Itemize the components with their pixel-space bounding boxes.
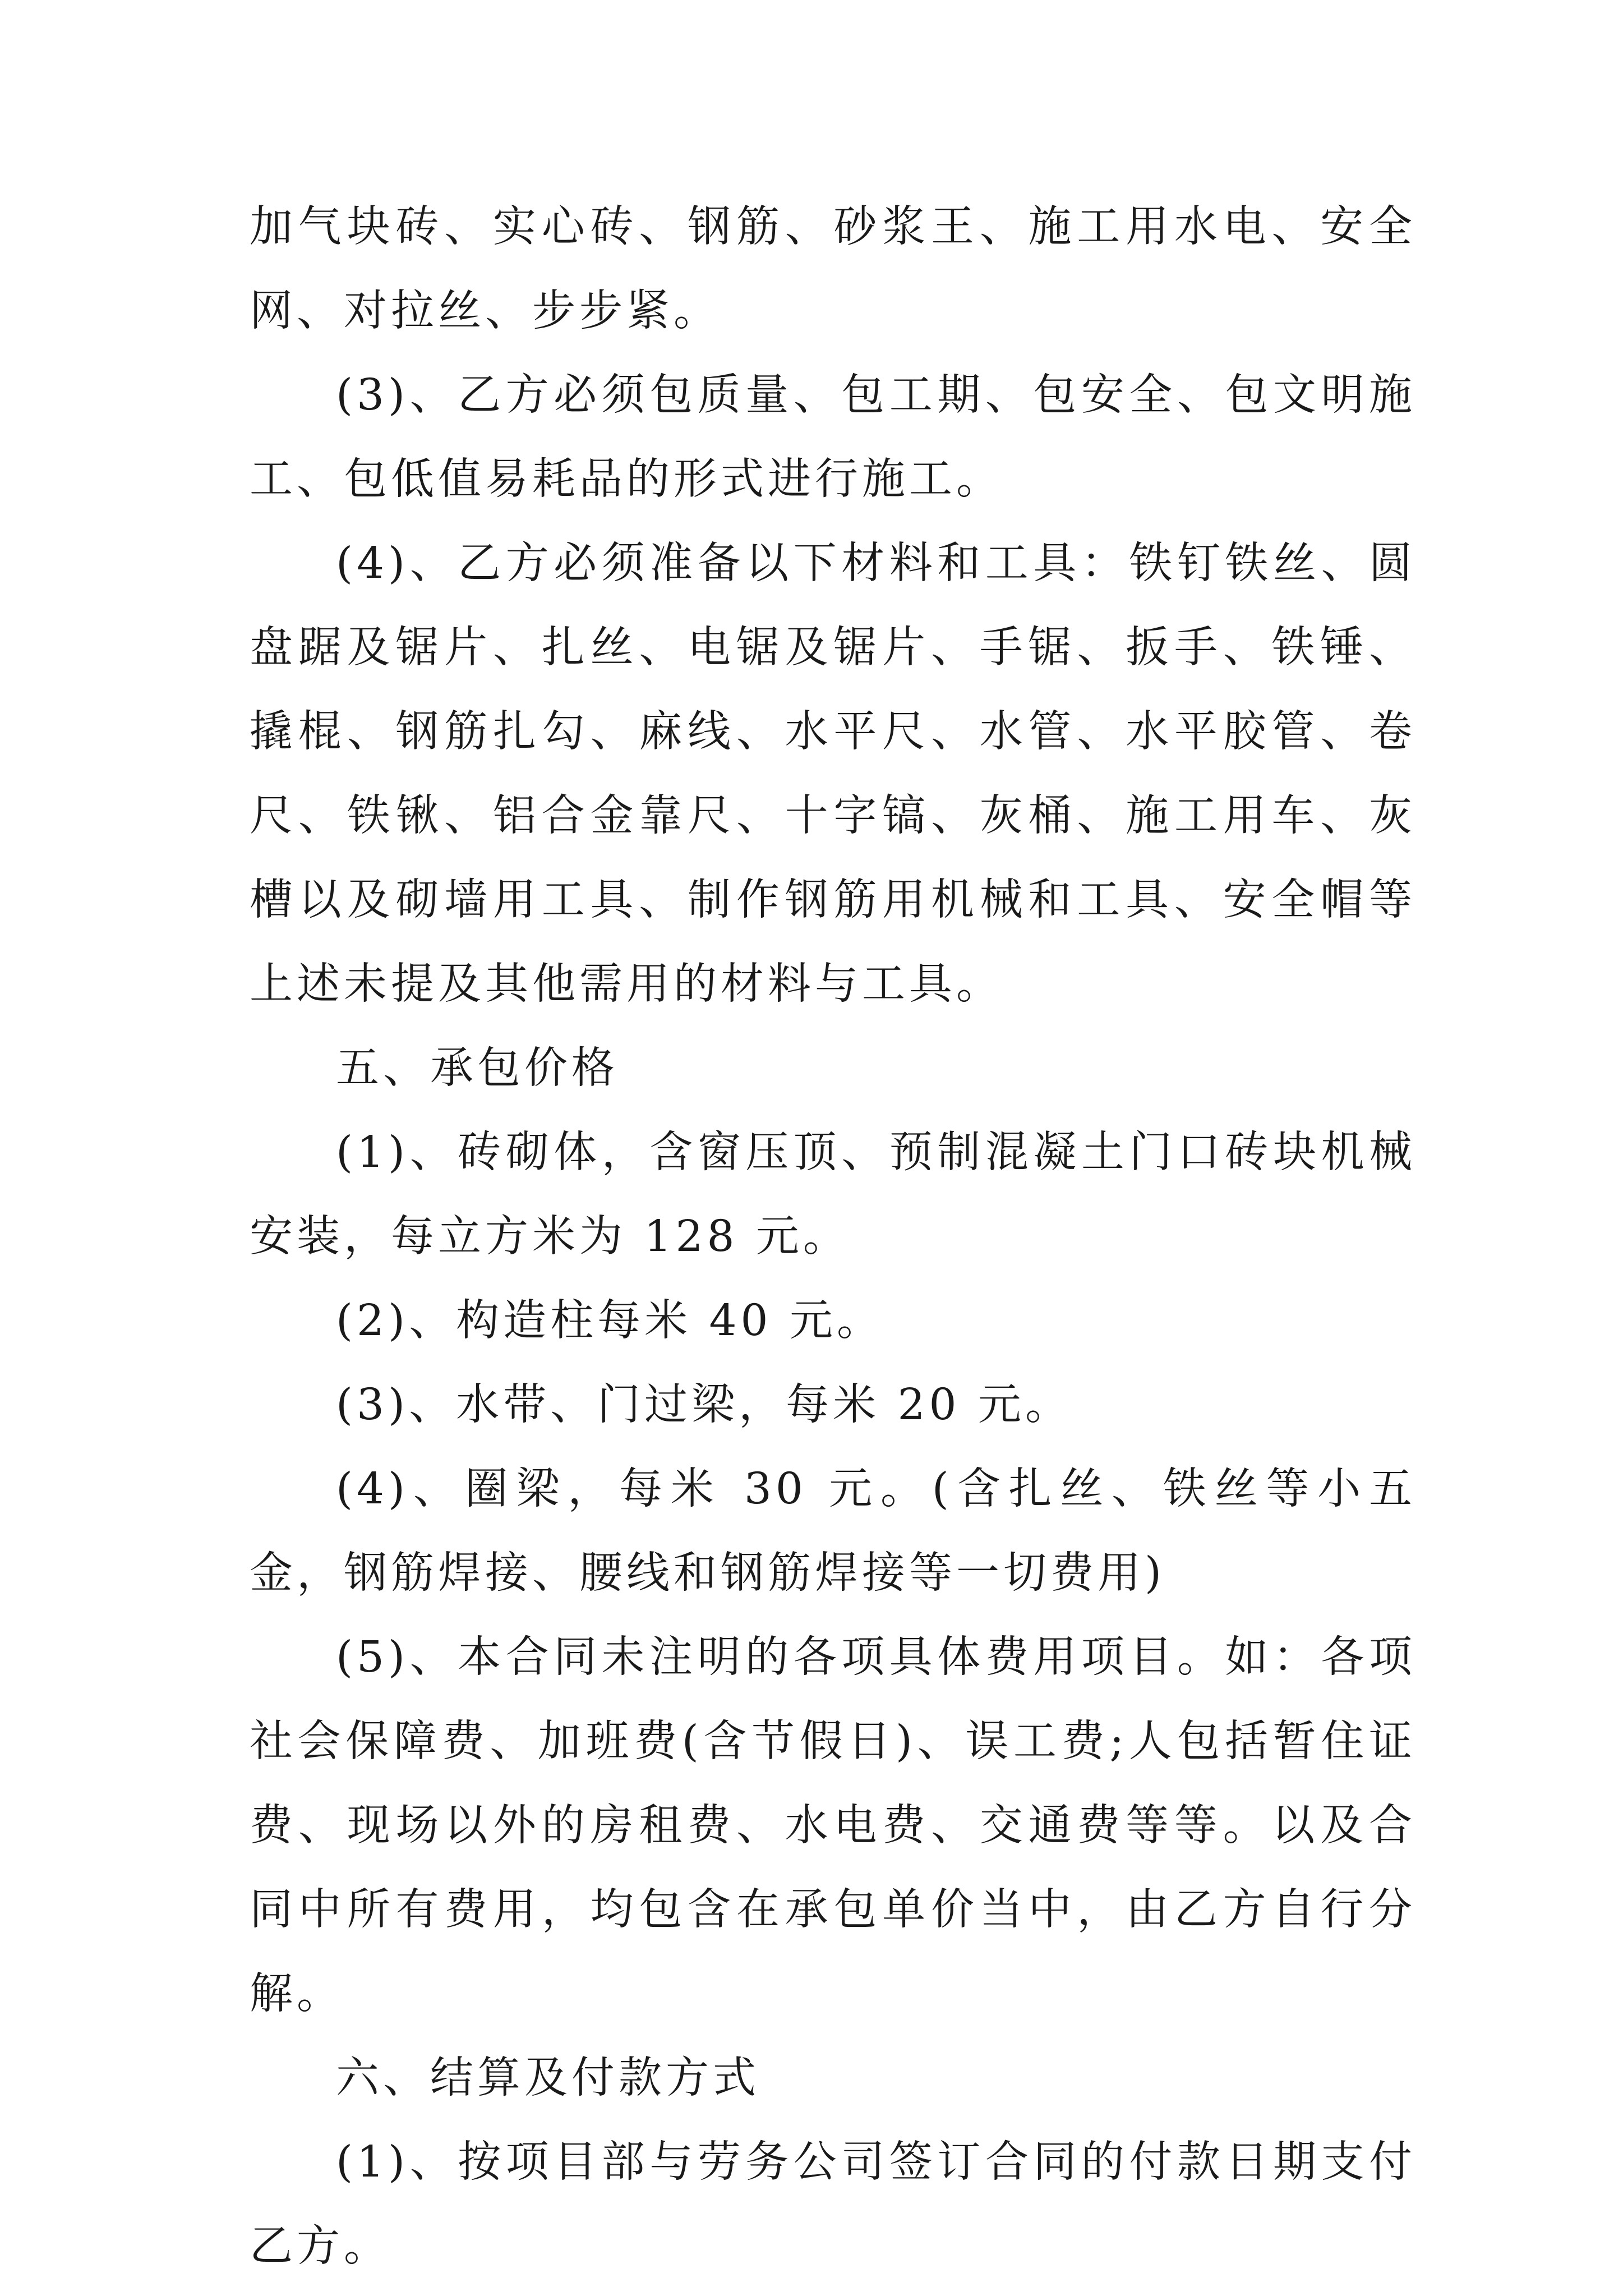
section-heading-contract-price: 五、承包价格 <box>336 1043 619 1093</box>
paragraph-price-5: (5)、本合同未注明的各项具体费用项目。如：各项社会保障费、加班费(含节假日)、误工费;人包括暂住证费、现场以外的房租费、水电费、交通费等等。以及合同中所有费用，均包含在承包单价当中，由乙方自行分解。 <box>250 1632 1416 2019</box>
paragraph-price-1: (1)、砖砌体，含窗压顶、预制混凝土门口砖块机械安装，每立方米为 128 元。 <box>250 1128 1416 1262</box>
paragraph-clause-4: (4)、乙方必须准备以下材料和工具：铁钉铁丝、圆盘踞及锯片、扎丝、电锯及锯片、手锯、扳手、铁锤、撬棍、钢筋扎勾、麻线、水平尺、水管、水平胶管、卷尺、铁锹、铝合金靠尺、十字镐、灰桶、施工用车、灰槽以及砌墙用工具、制作钢筋用机械和工具、安全帽等上述未提及其他需用的材料与工具。 <box>250 539 1416 1009</box>
paragraph-settlement-1: (1)、按项目部与劳务公司签订合同的付款日期支付乙方。 <box>250 2137 1416 2271</box>
paragraph-materials-continued: 加气块砖、实心砖、钢筋、砂浆王、施工用水电、安全网、对拉丝、步步紧。 <box>250 202 1416 336</box>
paragraph-clause-3: (3)、乙方必须包质量、包工期、包安全、包文明施工、包低值易耗品的形式进行施工。 <box>250 370 1416 504</box>
section-heading-settlement: 六、结算及付款方式 <box>336 2053 760 2103</box>
paragraph-price-4: (4)、圈梁，每米 30 元。(含扎丝、铁丝等小五金，钢筋焊接、腰线和钢筋焊接等一切费用) <box>250 1464 1416 1598</box>
paragraph-price-2: (2)、构造柱每米 40 元。 <box>336 1296 884 1346</box>
document-body <box>250 185 1416 2289</box>
paragraph-price-3: (3)、水带、门过梁，每米 20 元。 <box>336 1380 1073 1430</box>
